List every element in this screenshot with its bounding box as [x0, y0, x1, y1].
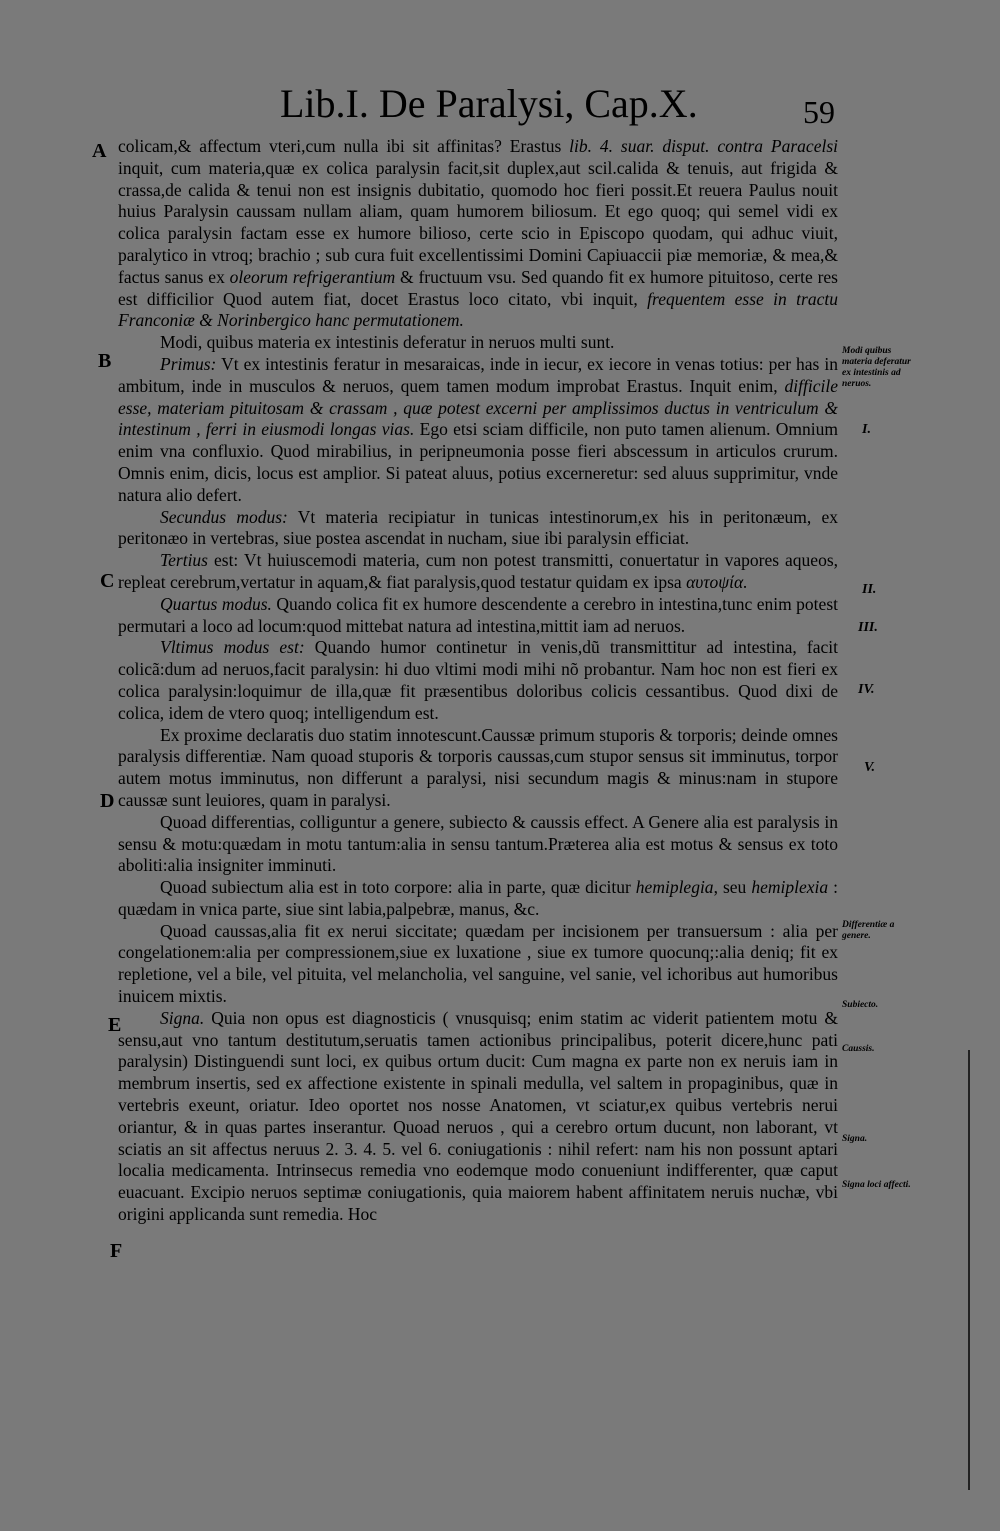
term: hemiplexia	[751, 877, 829, 898]
paragraph	[118, 594, 838, 638]
paragraph-lead: Secundus modus:	[160, 506, 288, 527]
binding-rule	[968, 1050, 970, 1490]
text-run: Quia non opus est diagnosticis ( vnusquisq; enim statim ac viderit patientem motu & sensu,aut vno tantum destitutum,seruatis tamen actionibus principalibus, poterit dicere,hunc pati paralysin) Distinguendi sunt loci, ex quibus ortum ducit: Cum magna ex parte non ex neruis iam in membrum insertis, sed ex affectione existente in spinali medulla, vel saltem in propaginibus, quæ in vertebris exeunt, oriatur. Ideo oportet nos nosse Anatomen, vt sciatur,ex quibus vertebris nerui oriantur, & in quas partes inserantur. Quoad neruos , qui a cerebro ortum ducunt, non laborant, vt sciatis an sit affectus neruus 2. 3. 4. 5. vel 6. coniugationis : nihil refert: nam his non possunt aptari localia medicamenta. Intrinsecus remedia vno eodemque modo conueniunt indifferenter, quæ caput euacuant. Excipio neruos septimæ coniugationis, quia maiorem habent affinitatem neruis nuchæ, vbi origini applicanda sunt remedia. Hoc	[118, 1007, 838, 1225]
text-run: Vt materia recipiatur in tunicas intestinorum,ex his in peritonæum, ex peritonæo in vertebras, siue postea ascendat in nucham, siue ibi paralysin efficiat.	[118, 506, 838, 549]
text-run: colicam,& affectum vteri,cum nulla ibi sit affinitas? Erastus	[118, 136, 570, 156]
text-run: & fructuum vsu. Sed quando fit ex humore pituitoso, certe res est difficilior Quod autem fiat, docet Erastus loco citato, vbi inquit,	[118, 266, 838, 309]
section-letter-f: F	[110, 1240, 123, 1262]
folio-number: 59	[803, 94, 835, 130]
quotation: frequentem esse in tractu Franconiæ & Norinbergico hanc permutationem.	[118, 288, 838, 331]
page-title: Lib.I. De Paralysi, Cap.X.	[280, 81, 698, 126]
paragraph-lead: Quartus modus.	[160, 593, 272, 614]
paragraph	[118, 507, 838, 551]
paragraph	[118, 877, 838, 921]
text-run: est: Vt huiuscemodi materia, cum non potest transmitti, conuertatur in vapores aqueos, repleat cerebrum,vertatur in aquam,& fiat paralysis,quod testatur quidam ex ipsa	[118, 550, 838, 592]
section-letter-b: B	[98, 350, 112, 372]
paragraph-lead: Primus:	[160, 353, 217, 374]
running-head	[280, 81, 840, 130]
marginal-number-5: V.	[864, 760, 876, 775]
marginal-number-4: IV.	[858, 682, 875, 697]
section-letter-c: C	[100, 570, 115, 592]
section-letter-e: E	[108, 1014, 122, 1036]
section-letter-d: D	[100, 790, 115, 812]
text-run: Quando humor continetur in venis,dũ transmittitur ad intestina, facit colicã:dum ad neruos,facit paralysin: hi duo vltimi modi mihi nõ probantur. Nam hoc non est fieri ex colica paralysin:loquimur de illa,quæ fit præsentibus doloribus colicis cessantibus. Quod dixi de colica, idem de vtero quoq; intelligendum est.	[118, 637, 838, 723]
paragraph-lead: Tertius	[160, 550, 208, 571]
paragraph	[118, 136, 838, 332]
paragraph: Modi, quibus materia ex intestinis deferatur in neruos multi sunt.	[160, 332, 615, 353]
paragraph: Quoad differentias, colliguntur a genere, subiecto & caussis effect. A Genere alia est paralysis in sensu & motu:quædam in motu tantum:alia in sensu tantum.Præterea alia est motus & sensus ex toto aboliti:alia insigniter imminuti.	[118, 811, 838, 876]
text-run: , seu	[713, 877, 752, 898]
paragraph	[118, 354, 838, 507]
greek-word: αυτοψία.	[686, 571, 748, 592]
marginal-note-differentiae: Differentiæ a genere.	[842, 920, 895, 941]
marginal-note-signa: Signa.	[842, 1134, 868, 1144]
marginal-number-3: III.	[858, 620, 878, 635]
paragraph-lead: Vltimus modus est:	[160, 637, 305, 658]
paragraph-lead: Signa.	[160, 1007, 205, 1028]
paragraph	[118, 637, 838, 724]
section-letter-a: A	[92, 140, 107, 162]
text-run: Vt ex intestinis feratur in mesaraicas, inde in iecur, ex iecore in venas totius: per has in ambitum, inde in musculos & neruos, quem tamen modum improbat Erastus. Inquit enim,	[118, 353, 838, 396]
paragraph	[118, 550, 838, 594]
paragraph	[118, 1008, 838, 1226]
term: hemiplegia	[635, 877, 714, 898]
text-run: Quoad subiectum alia est in toto corpore: alia in parte, quæ dicitur	[160, 877, 636, 898]
text-run: : quædam in vnica parte, siue sint labia,palpebræ, manus, &c.	[118, 877, 838, 919]
marginal-note-signa-loci: Signa loci affecti.	[842, 1180, 911, 1190]
quotation: difficile esse, materiam pituitosam & crassam , quæ potest excerni per amplissimos ductus in ventriculum & intestinum , ferri in eiusmodi longas vias.	[118, 375, 838, 440]
citation: lib. 4. suar. disput. contra Paracelsi	[569, 136, 838, 156]
paragraph: Quoad caussas,alia fit ex nerui siccitate; quædam per incisionem per transuersum : alia per congelationem:alia per compressionem,siue ex luxatione , siue ex tumore quocunq;:alia deniq; fit ex repletione, vel a bile, vel pituita, vel melancholia, vel sanguine, vel sanie, vel ichoribus aut humoribus inuicem mixtis.	[118, 920, 838, 1007]
text-run: Quando colica fit ex humore descendente a cerebro in intestina,tunc enim potest permutari a loco ad locum:quod mittebat natura ad intestina,mittit iam ad neruos.	[118, 593, 838, 636]
text-run: inquit, cum materia,quæ ex colica paralysin facit,sit duplex,aut scil.calida & tenuis, aut frigida & crassa,de calida & tenui non est insignis dubitatio, quomodo hoc fieri possit.Et reuera Paulus nouit huius Paralysin caussam nullam aliam, quam humorem biliosum. Et ego quoq; qui semel vidi ex colica paralysin factam esse ex humore bilioso, certe scio in Episcopo quodam, qui adhuc viuit, paralytico in vtroq; brachio ; sub cura fuit excellentissimi Domini Capiuaccii piæ memoriæ, & mea,& factus sanus ex	[118, 157, 838, 287]
marginal-note-caussis: Caussis.	[842, 1044, 875, 1054]
paragraph: Ex proxime declaratis duo statim innotescunt.Caussæ primum stuporis & torporis; deinde omnes paralysis differentiæ. Nam quoad stuporis & torporis caussas,cum stupor sensus sit imminutus, torpor autem motus imminutus, non differunt a paralysi, nisi secundum magis & minus:nam in stupore caussæ sunt leuiores, quam in paralysi.	[118, 724, 838, 810]
text-run: Ego etsi sciam difficile, non puto tamen alienum. Omnium enim vna confluxio. Quod mirabilius, in peripneumonia posse fieri abscessum in articulos crurum. Omnis enim, dicis, locus est amplior. Si pateat aluus, potius excerneretur: sed aluus supprimitur, vnde natura alio defert.	[118, 419, 838, 505]
main-text	[118, 136, 838, 1226]
marginal-note-modi: Modi quibus materia deferatur ex intestinis ad neruos.	[842, 346, 911, 389]
marginal-number-2: II.	[862, 582, 877, 597]
emphasis: oleorum refrigerantium	[229, 266, 396, 287]
marginal-note-subiecto: Subiecto.	[842, 1000, 879, 1010]
marginal-number-1: I.	[862, 422, 871, 437]
